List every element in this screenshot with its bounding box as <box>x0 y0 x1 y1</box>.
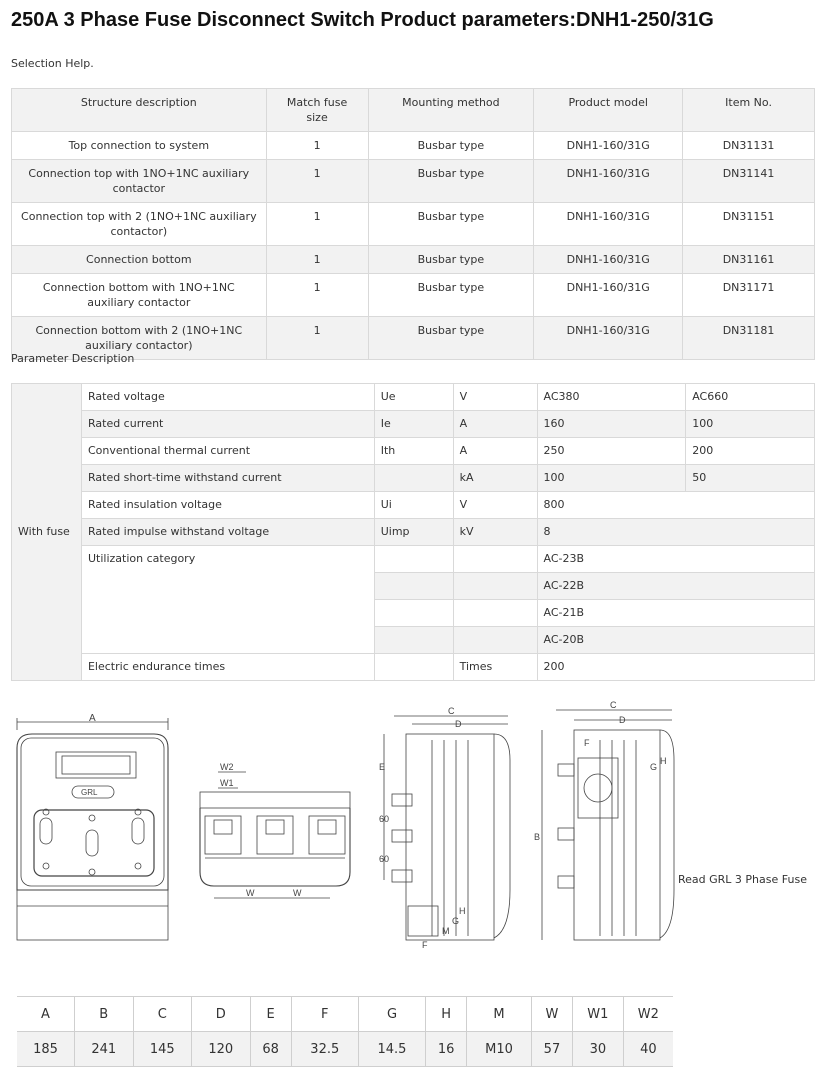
table-cell: DNH1-160/31G <box>534 132 683 160</box>
dimension-value-row <box>17 1032 673 1067</box>
brand-logo-label: GRL <box>81 788 98 797</box>
table-cell: 1 <box>266 317 368 360</box>
drawing-caption: Read GRL 3 Phase Fuse <box>678 873 807 886</box>
dimension-drawing <box>0 700 822 960</box>
param-symbol: Ith <box>374 438 453 465</box>
dim-label-e: E <box>379 762 386 772</box>
param-value: AC660 <box>686 384 815 411</box>
param-symbol: Ie <box>374 411 453 438</box>
section-view-drawing <box>379 706 510 950</box>
param-unit <box>453 573 537 600</box>
dim-label-h-2: H <box>660 756 667 766</box>
dim-label-h: H <box>459 906 466 916</box>
selection-help-label: Selection Help. <box>11 57 94 70</box>
param-name: Rated voltage <box>81 384 374 411</box>
table-row <box>12 160 815 203</box>
front-view-drawing <box>17 713 168 940</box>
selection-header-row <box>12 89 815 132</box>
table-row <box>12 132 815 160</box>
dim-col-f: F <box>291 997 358 1032</box>
param-name: Rated short-time withstand current <box>81 465 374 492</box>
dim-value: 185 <box>17 1032 74 1067</box>
col-structure-description: Structure description <box>12 89 267 132</box>
dim-col-e: E <box>250 997 291 1032</box>
param-value: 800 <box>537 492 815 519</box>
dim-label-g-2: G <box>650 762 658 772</box>
dim-label-f-2: F <box>584 738 590 748</box>
selection-table <box>11 88 815 360</box>
dim-value: M10 <box>467 1032 532 1067</box>
table-cell: DN31141 <box>683 160 815 203</box>
table-cell: DNH1-160/31G <box>534 317 683 360</box>
table-cell: 1 <box>266 160 368 203</box>
param-name: Rated impulse withstand voltage <box>81 519 374 546</box>
table-cell: 1 <box>266 203 368 246</box>
param-symbol: Ui <box>374 492 453 519</box>
dim-label-g: G <box>452 916 460 926</box>
dim-value: 145 <box>133 1032 192 1067</box>
table-cell: Connection top with 2 (1NO+1NC auxiliary contactor) <box>12 203 267 246</box>
param-name: Rated current <box>81 411 374 438</box>
table-row <box>12 274 815 317</box>
param-symbol <box>374 546 453 573</box>
param-value: AC380 <box>537 384 686 411</box>
dim-value: 14.5 <box>358 1032 425 1067</box>
table-cell: Top connection to system <box>12 132 267 160</box>
table-cell: DN31151 <box>683 203 815 246</box>
param-value: 50 <box>686 465 815 492</box>
table-cell: DN31161 <box>683 246 815 274</box>
side-view-drawing <box>200 762 350 898</box>
param-value: 100 <box>686 411 815 438</box>
param-unit: Times <box>453 654 537 681</box>
dim-col-w1: W1 <box>573 997 624 1032</box>
param-symbol <box>374 600 453 627</box>
table-row <box>12 519 815 546</box>
param-value: AC-23B <box>537 546 815 573</box>
dim-label-d-2: D <box>619 715 626 725</box>
table-cell: DNH1-160/31G <box>534 203 683 246</box>
param-unit: V <box>453 492 537 519</box>
param-value: 200 <box>686 438 815 465</box>
dim-value: 120 <box>192 1032 251 1067</box>
page-title: 250A 3 Phase Fuse Disconnect Switch Product parameters:DNH1-250/31G <box>11 9 714 31</box>
dim-col-c: C <box>133 997 192 1032</box>
table-cell: Busbar type <box>368 203 534 246</box>
param-unit: A <box>453 438 537 465</box>
table-cell: 1 <box>266 274 368 317</box>
dim-col-a: A <box>17 997 74 1032</box>
param-name: Electric endurance times <box>81 654 374 681</box>
table-cell: DNH1-160/31G <box>534 246 683 274</box>
table-cell: DNH1-160/31G <box>534 160 683 203</box>
dim-label-d: D <box>455 719 462 729</box>
param-symbol <box>374 654 453 681</box>
param-value: 160 <box>537 411 686 438</box>
dim-col-w2: W2 <box>623 997 673 1032</box>
parameter-description-label: Parameter Description <box>11 352 135 365</box>
table-cell: DN31171 <box>683 274 815 317</box>
param-value: 100 <box>537 465 686 492</box>
param-symbol <box>374 465 453 492</box>
param-symbol <box>374 573 453 600</box>
table-row <box>12 411 815 438</box>
param-unit: kA <box>453 465 537 492</box>
table-cell: Connection bottom with 1NO+1NC auxiliary contactor <box>12 274 267 317</box>
dim-value: 68 <box>250 1032 291 1067</box>
table-row <box>12 654 815 681</box>
dim-label-f: F <box>422 940 428 950</box>
dim-col-w: W <box>531 997 572 1032</box>
table-cell: Busbar type <box>368 274 534 317</box>
param-unit <box>453 546 537 573</box>
param-name: Rated insulation voltage <box>81 492 374 519</box>
col-item-no: Item No. <box>683 89 815 132</box>
table-cell: 1 <box>266 246 368 274</box>
param-unit: V <box>453 384 537 411</box>
table-cell: DNH1-160/31G <box>534 274 683 317</box>
dim-value: 40 <box>623 1032 673 1067</box>
param-value: 200 <box>537 654 815 681</box>
table-row <box>12 246 815 274</box>
table-cell: Busbar type <box>368 317 534 360</box>
dim-label-60-a: 60 <box>379 814 390 824</box>
param-symbol <box>374 627 453 654</box>
table-cell: Connection bottom <box>12 246 267 274</box>
param-unit: A <box>453 411 537 438</box>
table-row <box>12 546 815 573</box>
dim-value: 30 <box>573 1032 624 1067</box>
table-cell: Busbar type <box>368 132 534 160</box>
param-unit: kV <box>453 519 537 546</box>
param-unit <box>453 600 537 627</box>
dim-value: 16 <box>426 1032 467 1067</box>
param-value: AC-22B <box>537 573 815 600</box>
param-symbol: Uimp <box>374 519 453 546</box>
dim-label-w2: W2 <box>220 762 234 772</box>
table-row <box>12 203 815 246</box>
dimension-header-row <box>17 997 673 1032</box>
param-value: AC-20B <box>537 627 815 654</box>
table-cell: DN31131 <box>683 132 815 160</box>
param-name: Utilization category <box>81 546 374 654</box>
dimension-table <box>17 996 673 1067</box>
table-cell: Busbar type <box>368 246 534 274</box>
col-product-model: Product model <box>534 89 683 132</box>
dim-label-60-b: 60 <box>379 854 390 864</box>
table-cell: 1 <box>266 132 368 160</box>
table-cell: Busbar type <box>368 160 534 203</box>
col-mounting-method: Mounting method <box>368 89 534 132</box>
param-name: Conventional thermal current <box>81 438 374 465</box>
table-cell: DN31181 <box>683 317 815 360</box>
dim-col-d: D <box>192 997 251 1032</box>
dim-col-b: B <box>74 997 133 1032</box>
dim-label-b: B <box>534 832 541 842</box>
table-row <box>12 384 815 411</box>
dim-label-a: A <box>89 713 96 724</box>
table-row <box>12 465 815 492</box>
dim-label-c-2: C <box>610 700 617 710</box>
dim-label-m: M <box>442 926 450 936</box>
dim-value: 57 <box>531 1032 572 1067</box>
param-symbol: Ue <box>374 384 453 411</box>
group-label-with-fuse: With fuse <box>12 384 82 681</box>
table-row <box>12 492 815 519</box>
dim-label-w-2: W <box>293 888 302 898</box>
param-unit <box>453 627 537 654</box>
table-cell: Connection top with 1NO+1NC auxiliary contactor <box>12 160 267 203</box>
table-row <box>12 438 815 465</box>
param-value: 250 <box>537 438 686 465</box>
table-cell: Connection bottom with 2 (1NO+1NC auxiliary contactor) <box>12 317 267 360</box>
parameter-table <box>11 383 815 681</box>
param-value: 8 <box>537 519 815 546</box>
col-match-fuse-size: Match fuse size <box>266 89 368 132</box>
section-view-drawing-2 <box>534 700 674 940</box>
dim-col-h: H <box>426 997 467 1032</box>
dim-value: 241 <box>74 1032 133 1067</box>
dim-col-m: M <box>467 997 532 1032</box>
dim-label-c: C <box>448 706 455 716</box>
param-value: AC-21B <box>537 600 815 627</box>
dim-value: 32.5 <box>291 1032 358 1067</box>
dim-label-w: W <box>246 888 255 898</box>
dim-col-g: G <box>358 997 425 1032</box>
dim-label-w1: W1 <box>220 778 234 788</box>
